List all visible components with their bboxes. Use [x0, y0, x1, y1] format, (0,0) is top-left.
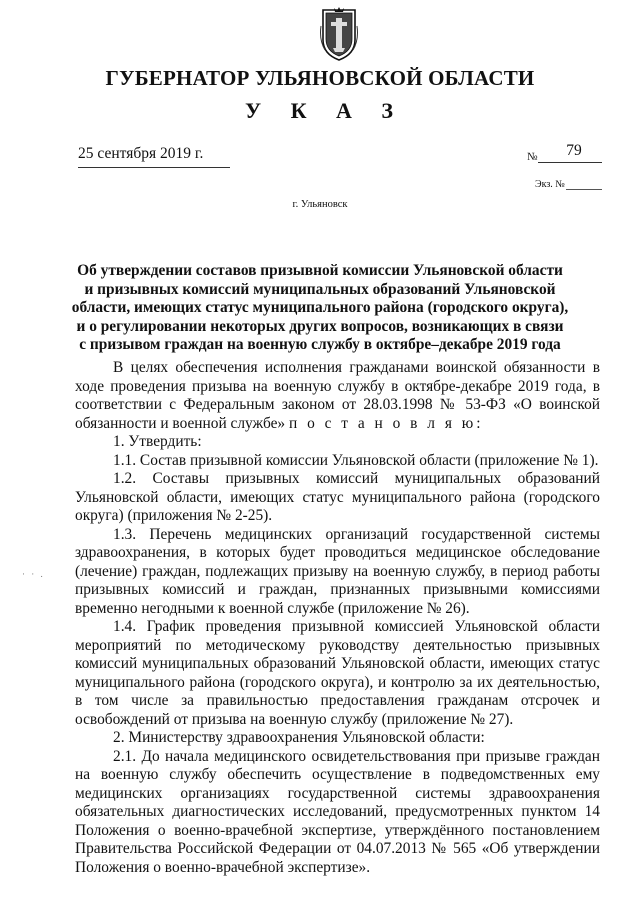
issuer-heading: ГУБЕРНАТОР УЛЬЯНОВСКОЙ ОБЛАСТИ [105, 66, 535, 90]
margin-marks: · · . [22, 569, 45, 579]
item-1-3: 1.3. Перечень медицинских организаций государственной системы здравоохранения, в которых будет проводиться медицинское обследование (лечение) граждан, подлежащих призыву на военную службу, в период работы призывных комиссий и граждан, признанных призывными комиссиями временно негодными к военной службе (приложение № 26). [75, 525, 600, 617]
decree-word: п о с т а н о в л я ю: [289, 414, 484, 432]
city-label: г. Ульяновск [292, 199, 348, 210]
decree-body [75, 359, 600, 877]
item-1-2: 1.2. Составы призывных комиссий муниципальных образований Ульяновской области, имеющих статус муниципального района (городского округа) (приложения № 2-25). [75, 470, 600, 524]
preamble-text: В целях обеспечения исполнения гражданами воинской обязанности в ходе проведения призыва на военную службу в октябре-декабре 2019 года, в соответствии с Федеральным законом от 28.03.1998 № 53-ФЗ «О воинской обязанности и военной службе» [75, 359, 600, 432]
coat-of-arms-emblem [319, 6, 359, 62]
document-type-heading: У К А З [244, 98, 406, 123]
number-underline [538, 162, 602, 163]
item-2: 2. Министерству здравоохранения Ульяновской области: [113, 729, 485, 746]
copy-number-label: Экз. № [535, 179, 565, 190]
title-line: области, имеющих статус муниципального района (городского округа), [71, 299, 569, 316]
decree-number: 79 [566, 142, 582, 159]
title-line: Об утверждении составов призывной комиссии Ульяновской области [77, 262, 563, 279]
decree-date: 25 сентября 2019 г. [78, 145, 204, 162]
preamble-paragraph [75, 359, 600, 433]
item-1-1: 1.1. Состав призывной комиссии Ульяновской области (приложение № 1). [113, 451, 599, 469]
item-2-1: 2.1. До начала медицинского освидетельствования при призыве граждан на военную службу обеспечить осуществление в подведомственных ему медицинских организациях государственной системы здравоохранения обязательных диагностических исследований, предусмотренных пунктом 14 Положения о военно-врачебной экспертизе, утверждённого постановлением Правительства Российской Федерации от 04.07.2013 № 565 «Об утверждении Положения о военно-врачебной экспертизе». [75, 747, 600, 876]
date-underline [78, 167, 230, 168]
title-line: с призывом граждан на военную службу в октябре–декабре 2019 года [79, 336, 561, 353]
decree-title [60, 262, 580, 355]
copy-number-underline [566, 189, 602, 190]
item-1: 1. Утвердить: [113, 433, 202, 450]
title-line: и призывных комиссий муниципальных образований Ульяновской [84, 280, 556, 298]
title-line: и о регулировании некоторых других вопросов, возникающих в связи [76, 317, 564, 335]
number-sign: № [527, 151, 538, 163]
item-1-4: 1.4. График проведения призывной комиссией Ульяновской области мероприятий по методическому руководству деятельностью призывных комиссий муниципальных образований Ульяновской области, имеющих статус муниципального района (городского округа), и контролю за их деятельностью, в том числе за правильностью предоставления гражданам отсрочек и освобождений от призыва на военную службу (приложение № 27). [75, 618, 600, 728]
